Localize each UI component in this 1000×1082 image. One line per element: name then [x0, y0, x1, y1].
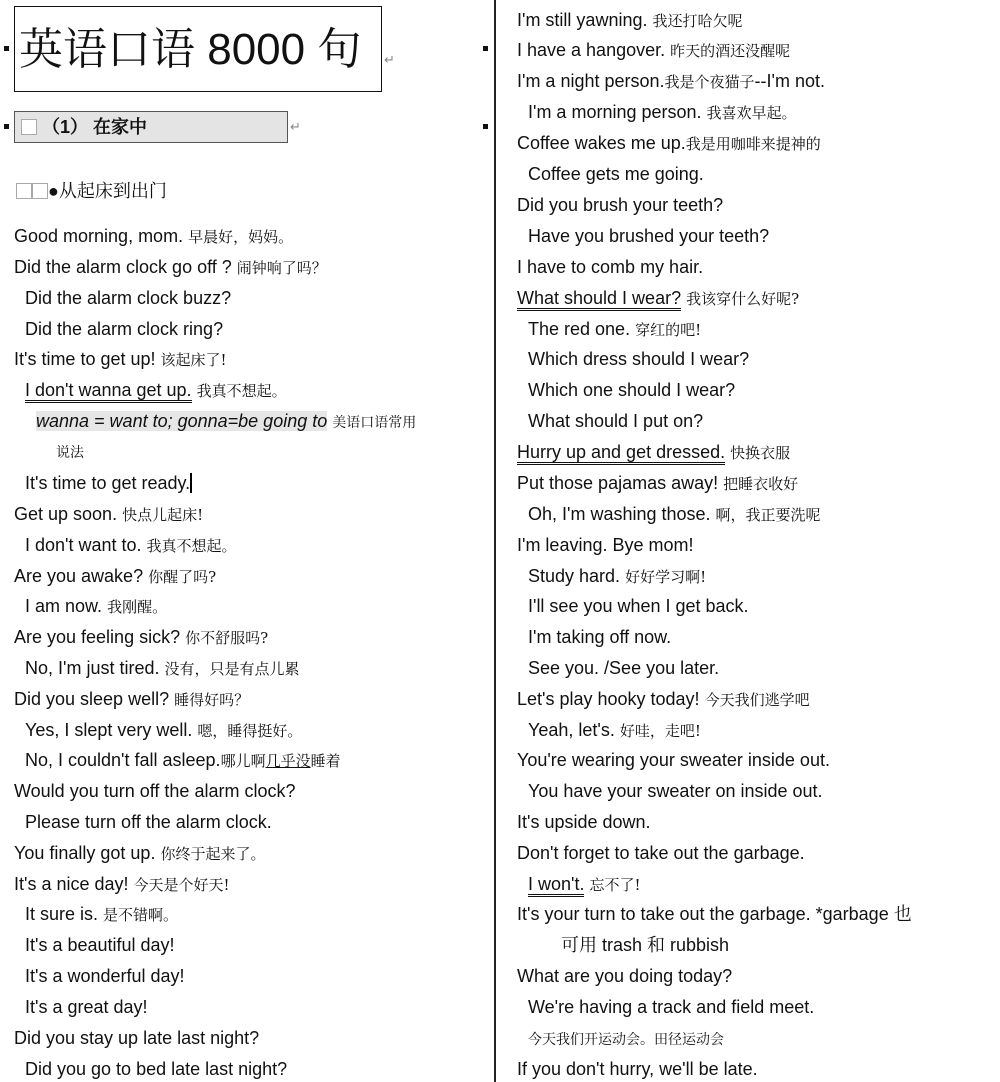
phrase-line[interactable]: I'm a night person.我是个夜猫子--I'm not. [517, 71, 825, 91]
column-divider [494, 0, 496, 1082]
phrase-line[interactable]: If you don't hurry, we'll be late. [517, 1059, 758, 1079]
phrase-line[interactable]: Let's play hooky today! 今天我们逃学吧 [517, 689, 810, 709]
phrase-line[interactable]: Have you brushed your teeth? [528, 226, 770, 246]
document-title[interactable] [14, 6, 382, 92]
paragraph-mark: ↵ [384, 52, 395, 67]
phrase-line[interactable]: It's a beautiful day! [25, 935, 175, 955]
title-text: 英语口语 8000 句 [19, 25, 362, 74]
phrase-line[interactable]: It's a nice day! 今天是个好天! [14, 874, 230, 894]
phrase-line[interactable]: Get up soon. 快点儿起床! [14, 504, 204, 524]
phrase-line[interactable]: I don't want to. 我真不想起。 [25, 535, 237, 555]
phrase-line[interactable]: Oh, I'm washing those. 啊，我正要洗呢 [528, 504, 821, 524]
phrase-line[interactable]: I'm taking off now. [528, 627, 672, 647]
phrase-line[interactable]: Good morning, mom. 早晨好，妈妈。 [14, 226, 294, 246]
phrase-line[interactable]: 今天我们开运动会。田径运动会 [528, 1032, 724, 1048]
right-column [497, 0, 1000, 1082]
phrase-line[interactable]: We're having a track and field meet. [528, 997, 815, 1017]
phrase-line[interactable]: It's a wonderful day! [25, 966, 185, 986]
phrase-line[interactable]: No, I couldn't fall asleep.哪儿啊几乎没睡着 [25, 750, 341, 770]
subsection-heading[interactable] [16, 177, 167, 203]
phrase-line[interactable]: You finally got up. 你终于起来了。 [14, 843, 266, 863]
phrase-line[interactable]: I don't wanna get up. 我真不想起。 [25, 379, 287, 402]
phrase-line[interactable]: I have to comb my hair. [517, 257, 704, 277]
phrase-line[interactable]: See you. /See you later. [528, 658, 720, 678]
phrase-line[interactable]: I have a hangover. 昨天的酒还没醒呢 [517, 40, 791, 60]
phrase-line[interactable]: Coffee wakes me up.我是用咖啡来提神的 [517, 133, 821, 153]
empty-box-icon [16, 183, 32, 199]
phrase-line[interactable]: I am now. 我刚醒。 [25, 596, 168, 616]
phrase-line[interactable]: Which one should I wear? [528, 380, 736, 400]
phrase-line[interactable]: Did the alarm clock buzz? [25, 288, 232, 308]
phrase-line[interactable]: You have your sweater on inside out. [528, 781, 823, 801]
phrase-line[interactable]: You're wearing your sweater inside out. [517, 750, 830, 770]
phrase-line[interactable]: wanna = want to; gonna=be going to 美语口语常用 [36, 411, 417, 431]
empty-box-icon [21, 119, 37, 135]
phrase-line[interactable]: No, I'm just tired. 没有，只是有点儿累 [25, 658, 300, 678]
phrase-line[interactable]: I'm leaving. Bye mom! [517, 535, 694, 555]
phrase-line[interactable]: Are you awake? 你醒了吗? [14, 566, 217, 586]
section-heading[interactable] [14, 111, 288, 143]
phrase-line[interactable]: It's a great day! [25, 997, 148, 1017]
phrase-line[interactable]: I'm a morning person. 我喜欢早起。 [528, 102, 797, 122]
phrase-line[interactable]: It's your turn to take out the garbage. *garbage 也 [517, 904, 912, 924]
left-column [0, 0, 494, 1082]
phrase-line[interactable]: Coffee gets me going. [528, 164, 704, 184]
empty-box-icon [32, 183, 48, 199]
phrase-line[interactable]: Did the alarm clock ring? [25, 319, 224, 339]
phrase-line[interactable]: The red one. 穿红的吧! [528, 319, 702, 339]
phrase-line[interactable]: It's time to get up! 该起床了! [14, 349, 227, 369]
phrase-line[interactable]: I'm still yawning. 我还打哈欠呢 [517, 10, 743, 30]
phrase-line[interactable]: It's upside down. [517, 812, 651, 832]
phrase-line[interactable]: I won't. 忘不了! [528, 873, 641, 896]
phrase-line[interactable]: Would you turn off the alarm clock? [14, 781, 296, 801]
phrase-line[interactable]: Did the alarm clock go off ? 闹钟响了吗？ [14, 257, 327, 277]
phrase-line[interactable]: Did you sleep well? 睡得好吗？ [14, 689, 250, 709]
phrase-line[interactable]: What are you doing today? [517, 966, 733, 986]
phrase-line[interactable]: Please turn off the alarm clock. [25, 812, 272, 832]
phrase-line[interactable]: What should I put on? [528, 411, 704, 431]
phrase-line[interactable]: It sure is. 是不错啊。 [25, 904, 179, 924]
phrase-line[interactable]: Hurry up and get dressed. 快换衣服 [517, 441, 790, 464]
phrase-line[interactable]: Put those pajamas away! 把睡衣收好 [517, 473, 799, 493]
phrase-line[interactable]: 可用 trash 和 rubbish [561, 935, 730, 955]
phrase-line[interactable]: Did you brush your teeth? [517, 195, 724, 215]
phrase-line[interactable]: 说法 [56, 445, 84, 461]
phrase-line[interactable]: It's time to get ready. [25, 473, 191, 493]
phrase-line[interactable]: Yeah, let's. 好哇，走吧! [528, 720, 701, 740]
phrase-line[interactable]: Don't forget to take out the garbage. [517, 843, 805, 863]
phrase-line[interactable]: Study hard. 好好学习啊! [528, 566, 707, 586]
phrase-line[interactable]: Which dress should I wear? [528, 349, 750, 369]
phrase-line[interactable]: Yes, I slept very well. 嗯，睡得挺好。 [25, 720, 303, 740]
phrase-line[interactable]: I'll see you when I get back. [528, 596, 749, 616]
subsection-text: ●从起床到出门 [48, 181, 167, 201]
phrase-line[interactable]: Did you go to bed late last night? [25, 1059, 288, 1079]
phrase-line[interactable]: Are you feeling sick? 你不舒服吗? [14, 627, 269, 647]
phrase-line[interactable]: What should I wear? 我该穿什么好呢? [517, 287, 799, 310]
paragraph-mark: ↵ [290, 119, 301, 134]
text-cursor [190, 473, 192, 493]
section-heading-text: （1） 在家中 [42, 117, 148, 137]
phrase-line[interactable]: Did you stay up late last night? [14, 1028, 260, 1048]
